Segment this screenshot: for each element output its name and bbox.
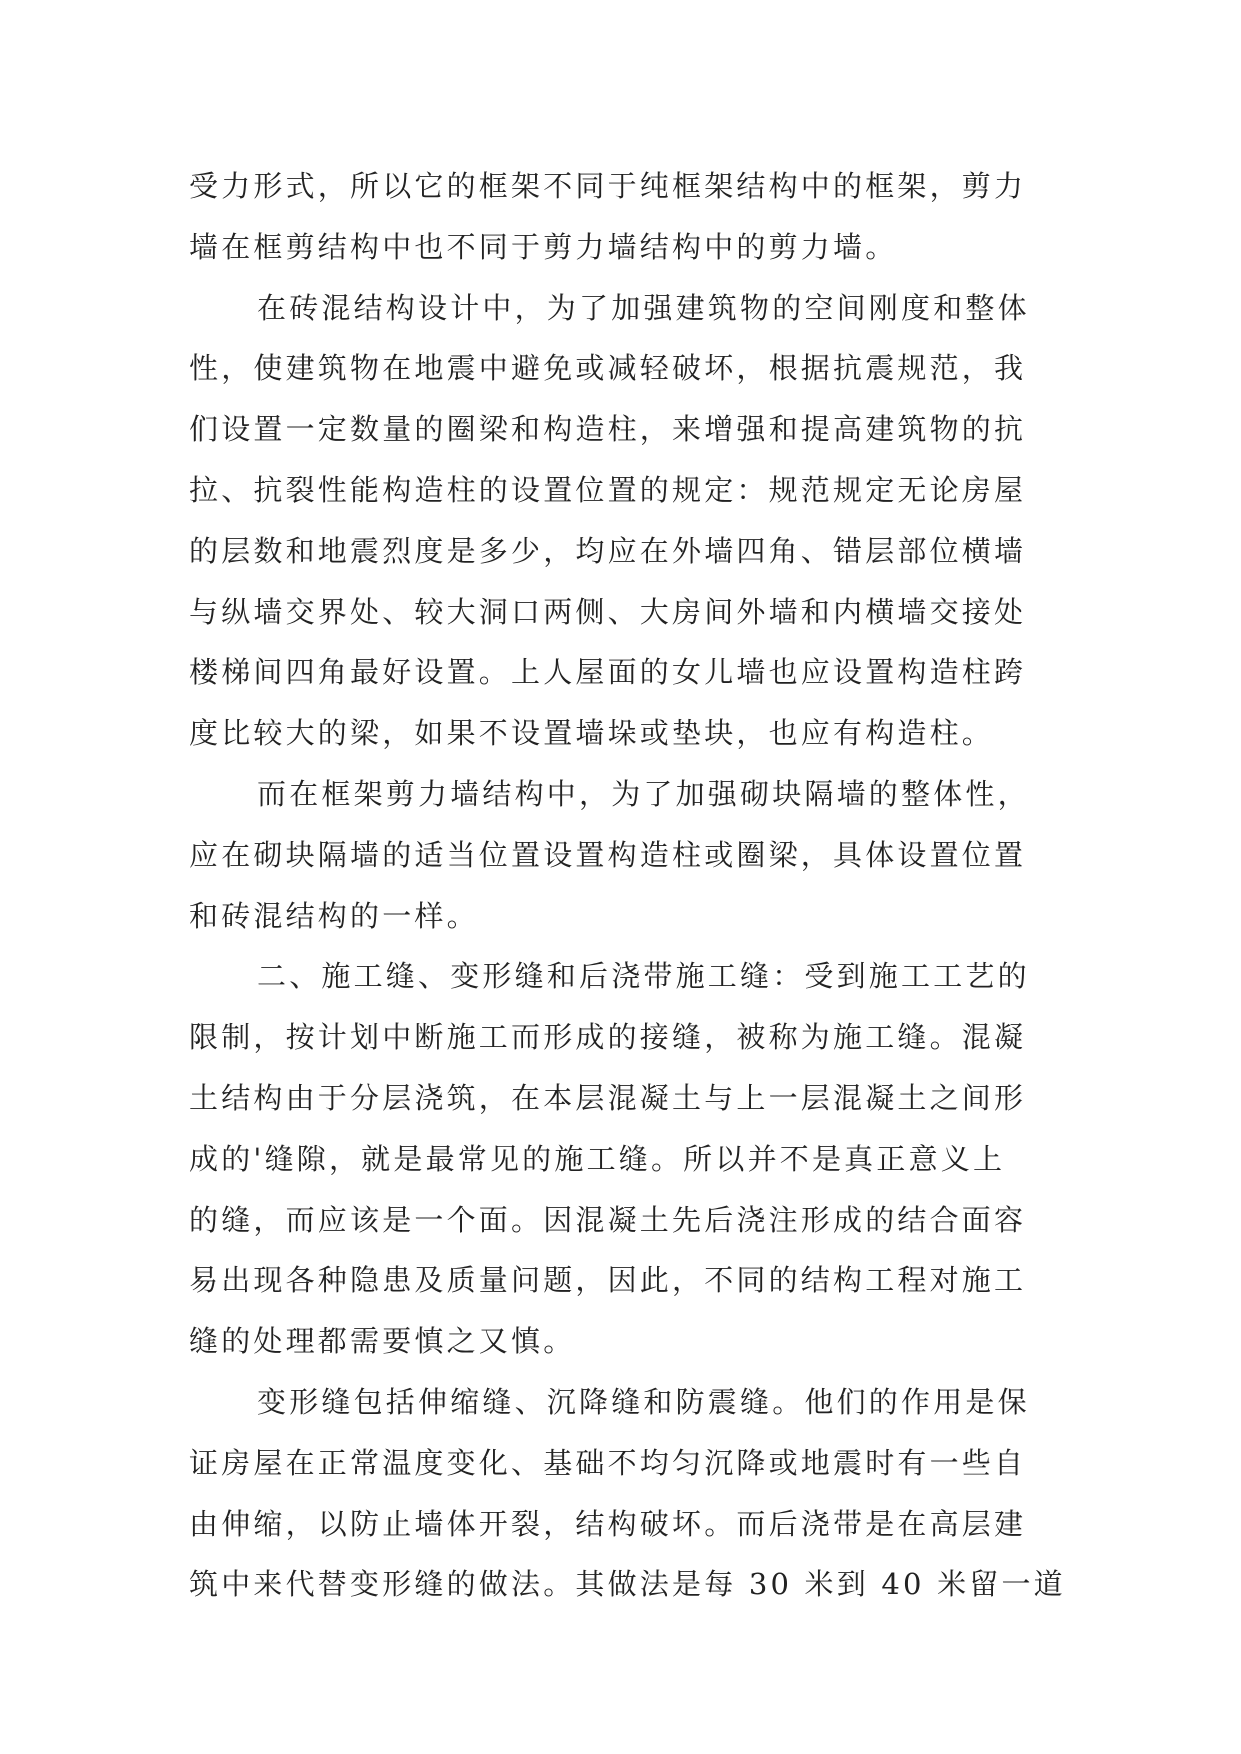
text-line: 拉、抗裂性能构造柱的设置位置的规定：规范规定无论房屋 (189, 472, 1027, 507)
text-line: 限制，按计划中断施工而形成的接缝，被称为施工缝。混凝 (189, 1020, 1027, 1055)
text-line: 应在砌块隔墙的适当位置设置构造柱或圈梁，具体设置位置 (189, 837, 1027, 872)
text-line: 受力形式，所以它的框架不同于纯框架结构中的框架，剪力 (189, 169, 1027, 203)
text-line: 们设置一定数量的圈梁和构造柱，来增强和提高建筑物的抗 (189, 412, 1027, 447)
paragraph-first-line: 变形缝包括伸缩缝、沉降缝和防震缝。他们的作用是保 (257, 1384, 1030, 1419)
text-line: 的层数和地震烈度是多少，均应在外墙四角、错层部位横墙 (189, 533, 1027, 568)
text-line: 度比较大的梁，如果不设置墙垛或垫块，也应有构造柱。 (189, 716, 995, 751)
paragraph-first-line: 在砖混结构设计中，为了加强建筑物的空间刚度和整体 (257, 290, 1030, 325)
text-line: 由伸缩，以防止墙体开裂，结构破坏。而后浇带是在高层建 (189, 1506, 1027, 1541)
text-line: 和砖混结构的一样。 (189, 898, 479, 933)
paragraph-first-line: 而在框架剪力墙结构中，为了加强砌块隔墙的整体性， (257, 776, 1030, 811)
text-line: 筑中来代替变形缝的做法。其做法是每 30 米到 40 米留一道 (189, 1567, 1066, 1602)
body-text (189, 156, 1066, 1615)
text-line: 的缝，而应该是一个面。因混凝土先后浇注形成的结合面容 (189, 1202, 1027, 1237)
text-line: 缝的处理都需要慎之又慎。 (189, 1324, 576, 1359)
text-line: 与纵墙交界处、较大洞口两侧、大房间外墙和内横墙交接处 (189, 594, 1027, 629)
text-line: 楼梯间四角最好设置。上人屋面的女儿墙也应设置构造柱跨 (189, 655, 1027, 690)
text-line: 证房屋在正常温度变化、基础不均匀沉降或地震时有一些自 (189, 1445, 1027, 1480)
text-line: 易出现各种隐患及质量问题，因此，不同的结构工程对施工 (189, 1263, 1027, 1298)
text-line: 土结构由于分层浇筑，在本层混凝土与上一层混凝土之间形 (189, 1080, 1027, 1115)
text-line: 性，使建筑物在地震中避免或减轻破坏，根据抗震规范，我 (189, 351, 1027, 386)
paragraph-first-line: 二、施工缝、变形缝和后浇带施工缝：受到施工工艺的 (257, 959, 1030, 994)
text-line: 墙在框剪结构中也不同于剪力墙结构中的剪力墙。 (189, 229, 898, 264)
text-line: 成的'缝隙，就是最常见的施工缝。所以并不是真正意义上 (189, 1141, 1006, 1176)
